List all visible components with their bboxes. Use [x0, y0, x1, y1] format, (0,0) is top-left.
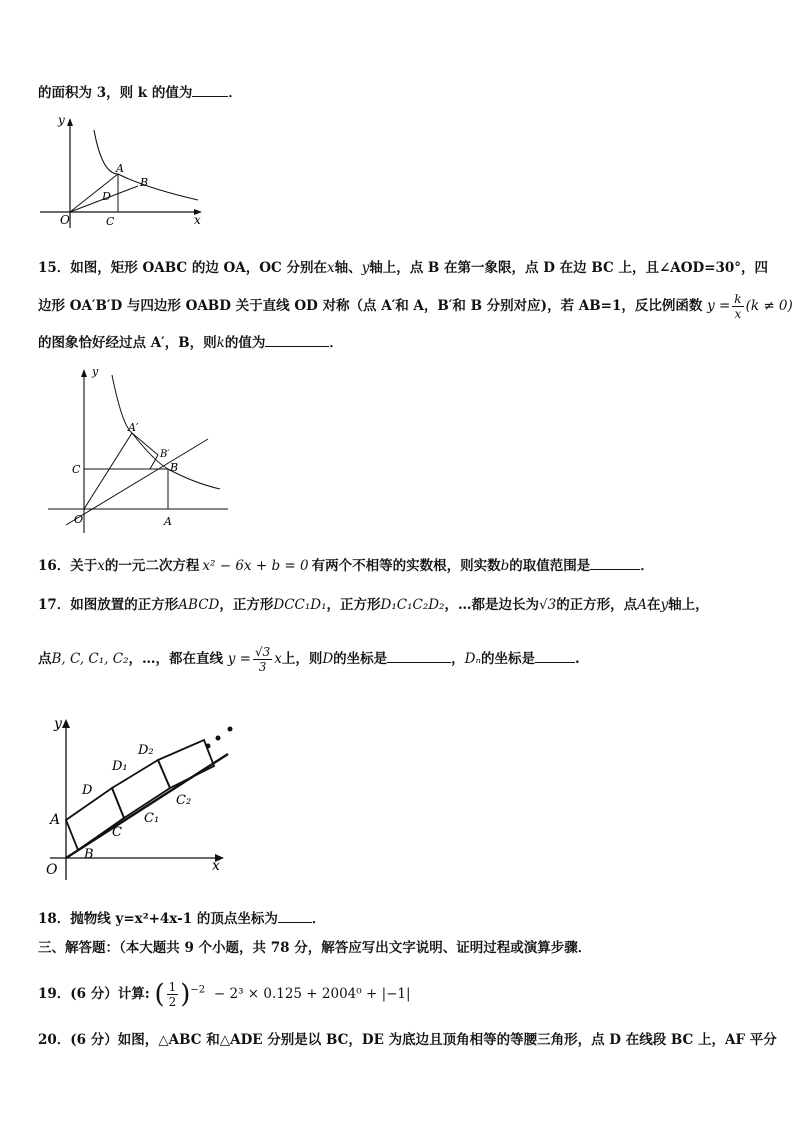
- answer-blank[interactable]: [265, 332, 329, 347]
- fig14-label-y: y: [58, 113, 65, 127]
- fig14-label-x: x: [194, 213, 201, 227]
- fig17-label-A: A: [50, 812, 61, 828]
- fig14-label-B: B: [140, 176, 149, 189]
- q20: 20．(6 分）如图，△ABC 和△ADE 分别是以 BC，DE 为底边且顶角相等的等腰三角形，点 D 在线段 BC 上，AF 平分: [38, 1032, 777, 1048]
- fig17-label-O: O: [46, 862, 58, 878]
- q18: 18．抛物线 y=x²+4x-1 的顶点坐标为 ．: [38, 908, 325, 929]
- fig14-label-A: A: [116, 162, 124, 175]
- fig15-label-y: y: [92, 365, 99, 378]
- fig15-label-O: O: [74, 513, 84, 526]
- q16: 16．关于x的一元二次方程 x² − 6x + b = 0 有两个不相等的实数根，则实数b的取值范围是 ．: [38, 555, 654, 576]
- fraction-one-half: $\frac{1}{2}$: [168, 980, 177, 1009]
- fig17-label-C: C: [112, 825, 122, 840]
- answer-blank[interactable]: [535, 648, 575, 663]
- fig15-label-B-prime: B′: [160, 449, 170, 460]
- q17-line1: 17．如图放置的正方形ABCD，正方形DCC₁D₁，正方形D₁C₁C₂D₂，…都是边长为√3的正方形，点A在y轴上，: [38, 597, 709, 613]
- fraction-k-over-x: $\frac{k}{x}$: [734, 292, 742, 321]
- q17-line2: 点B, C, C₁, C₂，…，都在直线 y = $\frac{√3}{3}$ x上，则D的坐标是 ，Dₙ的坐标是 .: [38, 645, 580, 674]
- fig17-label-x: x: [212, 858, 220, 874]
- fig17-label-C2: C₂: [176, 793, 192, 808]
- fig15-label-C: C: [72, 463, 81, 476]
- fig17-label-D1: D₁: [112, 759, 128, 774]
- answer-blank[interactable]: [192, 82, 228, 97]
- q15-line1: 15．如图，矩形 OABC 的边 OA，OC 分别在x轴、y轴上，点 B 在第一象限，点 D 在边 BC 上，且∠AOD=30°，四: [38, 260, 769, 276]
- fig15-label-B: B: [170, 461, 179, 474]
- fig15-label-A: A: [164, 515, 172, 528]
- answer-blank[interactable]: [590, 555, 640, 570]
- fig17-label-D: D: [82, 783, 93, 798]
- answer-blank[interactable]: [278, 908, 312, 923]
- fig17-label-y: y: [54, 716, 62, 732]
- fig14-label-D: D: [102, 190, 111, 203]
- paren-left: (: [154, 979, 165, 1010]
- figure-14: [36, 112, 216, 232]
- figure-15: [44, 365, 244, 535]
- fig14-label-C: C: [106, 215, 115, 228]
- q14-tail: 的面积为 3，则 k 的值为 ．: [38, 82, 242, 103]
- q15-line2: 边形 OA′B′D 与四边形 OABD 关于直线 OD 对称（点 A′和 A，B′和 B 分别对应)，若 AB=1，反比例函数 y = $\frac{k}{x}$ (k ≠ 0): [38, 292, 793, 321]
- paren-right: ): [180, 979, 191, 1010]
- q19: 19．(6 分）计算: ( $\frac{1}{2}$ )$^{-2}$ − 2³ × 0.125 + 2004⁰ + |−1|: [38, 979, 411, 1010]
- fig15-label-A-prime: A′: [128, 421, 139, 434]
- fraction-sqrt3-over-3: $\frac{√3}{3}$: [254, 645, 271, 674]
- section-3-heading: 三、解答题：（本大题共 9 个小题，共 78 分，解答应写出文字说明、证明过程或演算步骤．: [38, 940, 592, 956]
- answer-blank[interactable]: [387, 648, 451, 663]
- q15-line3: 的图象恰好经过点 A′，B，则k的值为 ．: [38, 332, 343, 353]
- fig17-label-B: B: [84, 847, 94, 862]
- fig17-label-D2: D₂: [138, 743, 154, 758]
- figure-17: [40, 712, 240, 882]
- fig14-label-O: O: [60, 213, 70, 227]
- fig17-label-C1: C₁: [144, 811, 160, 826]
